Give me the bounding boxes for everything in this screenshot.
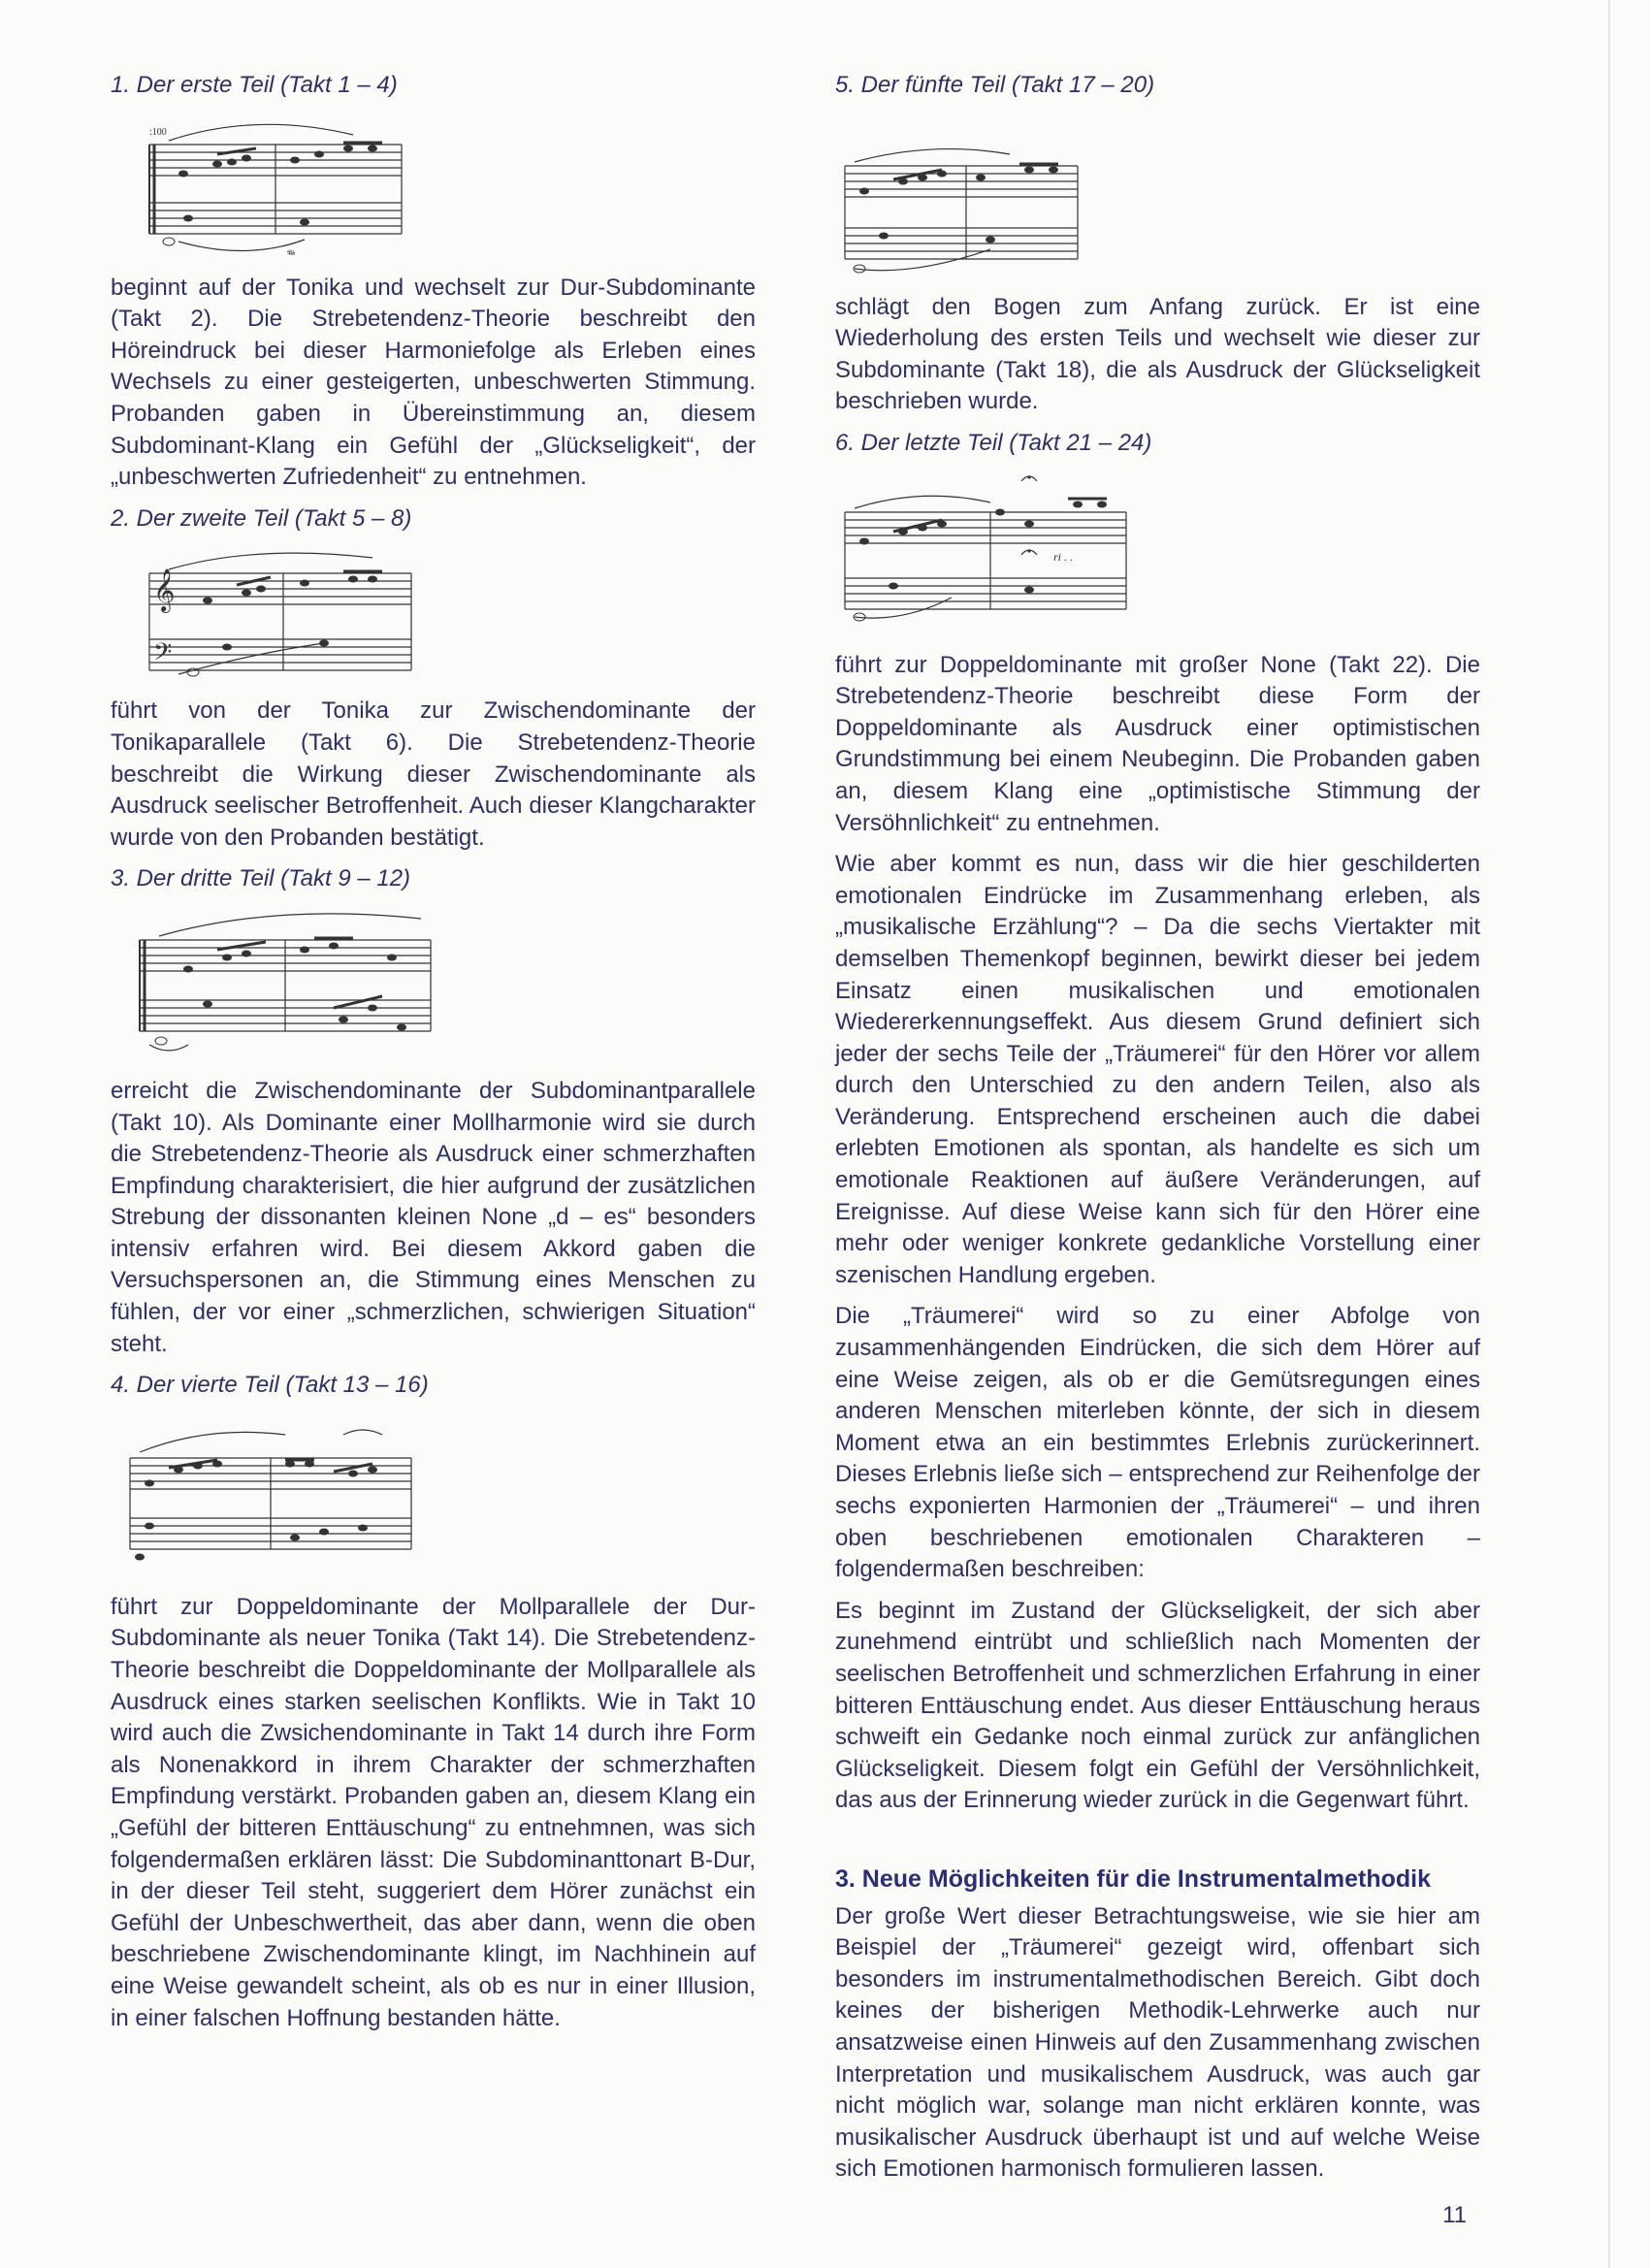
part2-text: führt von der Tonika zur Zwischendominante der Tonikaparallele (Takt 6). Die Strebetendenz-Theorie beschreibt die Wirkung dieser Zwischendominante als Ausdruck seelischer Betroffenheit. Auch dieser Klangcharakter wurde von den Probanden bestätigt. xyxy=(111,697,756,851)
paragraph-methodik: Der große Wert dieser Betrachtungsweise, wie sie hier am Beispiel der „Träumerei“ gezeigt wird, offenbart sich besonders im instrumentalmethodischen Bereich. Gibt doch keines der bisherigen Methodik-Lehrwerke auch nur ansatzweise einen Hinweis auf den Zusammenhang zwischen Interpretation und musikalischem Ausdruck, was auch gar nicht möglich war, solange man nicht erklären konnte, was musikalischer Ausdruck überhaupt ist und auf welche Weise sich Emotionen harmonisch formulieren lassen. xyxy=(835,1902,1480,2183)
metronome-mark: :100 xyxy=(149,126,167,138)
page-edge xyxy=(1608,0,1610,2268)
part1-heading: 1. Der erste Teil (Takt 1 – 4) xyxy=(111,72,398,98)
part1-text: beginnt auf der Tonika und wechselt zur Dur-Subdominante (Takt 2). Die Strebetendenz-Theorie beschreibt den Höreindruck bei dieser Harmoniefolge als Erleben eines Wechsels zu einer gesteigerten, unbeschwerten Stimmung. Probanden gaben in Übereinstimmung an, diesem Subdominant-Klang ein Gefühl der „Glückseligkeit“, der „unbeschwerten Zufriedenheit“ zu entnehmen. xyxy=(111,274,756,491)
music-example-3 xyxy=(111,899,756,1064)
page-number: 11 xyxy=(1442,2202,1467,2228)
music-example-5 xyxy=(835,106,1480,280)
right-column xyxy=(835,70,1480,2195)
part6-heading: 6. Der letzte Teil (Takt 21 – 24) xyxy=(835,429,1152,456)
paragraph-musical-narrative: Wie aber kommt es nun, dass wir die hier geschilderten emotionalen Eindrücke im Zusammenhang erleben, als „musikalische Erzählung“? – Da die sechs Viertakter mit demselben Themenkopf beginnen, bewirkt dieser bei jedem Einsatz einen musikalischen und emotionalen Wiedererkennungseffekt. Aus diesem Grund definiert sich jeder der sechs Teile der „Träumerei“ für den Hörer vor allem durch den Unterschied zu den andern Teilen, also als Veränderung. Entsprechend erscheinen auch die dabei erlebten Emotionen als spontan, als handelte es sich um emotionale Reaktionen auf äußere Veränderungen, auf Ereignisse. Auf diese Weise kann sich für den Hörer eine mehr oder weniger konkrete gedankliche Vorstellung einer szenischen Handlung ergeben. xyxy=(835,851,1480,1288)
music-example-2 xyxy=(111,538,756,684)
part4-heading: 4. Der vierte Teil (Takt 13 – 16) xyxy=(111,1372,429,1399)
music-example-1 xyxy=(111,106,756,261)
svg-text:𝄞: 𝄞 xyxy=(153,568,176,612)
part6-text: führt zur Doppeldominante mit großer None (Takt 22). Die Strebetendenz-Theorie beschreibt diese Form der Doppeldominante als Ausdruck einer optimistischen Grundstimmung bei einem Neubeginn. Die Probanden gaben an, diesem Klang eine „optimistische Stimmung der Versöhnlichkeit“ zu entnehmen. xyxy=(835,651,1480,836)
section-title: 3. Neue Möglichkeiten für die Instrumentalmethodik xyxy=(835,1864,1431,1893)
paragraph-experience-description: Es beginnt im Zustand der Glückseligkeit, der sich aber zunehmend eintrübt und schließlich nach Momenten der seelischen Betroffenheit und schmerzlichen Erfahrung in einer bitteren Enttäuschung endet. Aus dieser Enttäuschung heraus schweift ein Gedanke noch einmal zurück zur anfänglichen Glückseligkeit. Diesem folgt ein Gefühl der Versöhnlichkeit, das aus der Erinnerung wieder zurück in die Gegenwart führt. xyxy=(835,1597,1480,1814)
part3-heading: 3. Der dritte Teil (Takt 9 – 12) xyxy=(111,865,411,892)
paragraph-traeumerei-sequence: Die „Träumerei“ wird so zu einer Abfolge von zusammenhängenden Eindrücken, die sich dem Hörer auf eine Weise zeigen, als ob er die Gemütsregungen eines anderen Menschen miterleben könnte, der sich in diesem Moment etwa an ein bestimmtes Erlebnis zurückerinnert. Dieses Erlebnis ließe sich – entsprechend zur Reihenfolge der sechs exponierten Harmonien der „Träumerei“ – und ihren oben beschriebenen emotionalen Charakteren – folgendermaßen beschreiben: xyxy=(835,1303,1480,1583)
music-example-4 xyxy=(111,1406,756,1580)
part3-text: erreicht die Zwischendominante der Subdominantparallele (Takt 10). Als Dominante einer Mollharmonie wird sie durch die Strebetendenz-Theorie als Ausdruck einer schmerzhaften Empfindung charakterisiert, die hier aufgrund der zusätzlichen Strebung der dissonanten kleinen None „d – es“ besonders intensiv erfahren wird. Bei diesem Akkord gaben die Versuchspersonen an, die Stimmung eines Menschen zu fühlen, der vor einer „schmerzlichen, schwierigen Situation“ steht. xyxy=(111,1077,756,1357)
part5-heading: 5. Der fünfte Teil (Takt 17 – 20) xyxy=(835,72,1155,98)
ritardando-mark: ri . . xyxy=(1053,549,1074,564)
part2-heading: 2. Der zweite Teil (Takt 5 – 8) xyxy=(111,504,412,532)
left-column xyxy=(111,70,756,2044)
svg-text:𝄢: 𝄢 xyxy=(153,638,173,673)
part4-text: führt zur Doppeldominante der Mollparallele der Dur-Subdominante als neuer Tonika (Takt 14). Die Strebetendenz-Theorie beschreibt die Doppeldominante der Mollparallele als Ausdruck eines starken seelischen Konflikts. Wie in Takt 10 wird auch die Zwsichendominante in Takt 14 durch ihre Form als Nonenakkord in ihrem Charakter der schmerzhaften Empfindung verstärkt. Probanden gaben an, diesem Klang ein „Gefühl der bitteren Enttäuschung“ zu entnehmnen, was sich folgendermaßen erklären lässt: Die Subdominanttonart B-Dur, in der dieser Teil steht, suggeriert dem Hörer zunächst ein Gefühl der Unbeschwertheit, das aber dann, wenn die oben beschriebene Zwischendominante klingt, im Nachhinein auf eine Weise gewandelt scheint, als ob es nur in einer Illusion, in einer falschen Hoffnung bestanden hätte. xyxy=(111,1593,756,2031)
svg-text:𝆮: 𝆮 xyxy=(285,247,295,261)
part5-text: schlägt den Bogen zum Anfang zurück. Er ist eine Wiederholung des ersten Teils und wechselt wie dieser zur Subdominante (Takt 18), die als Ausdruck der Glückseligkeit beschrieben wurde. xyxy=(835,293,1480,415)
music-example-6 xyxy=(835,464,1480,638)
